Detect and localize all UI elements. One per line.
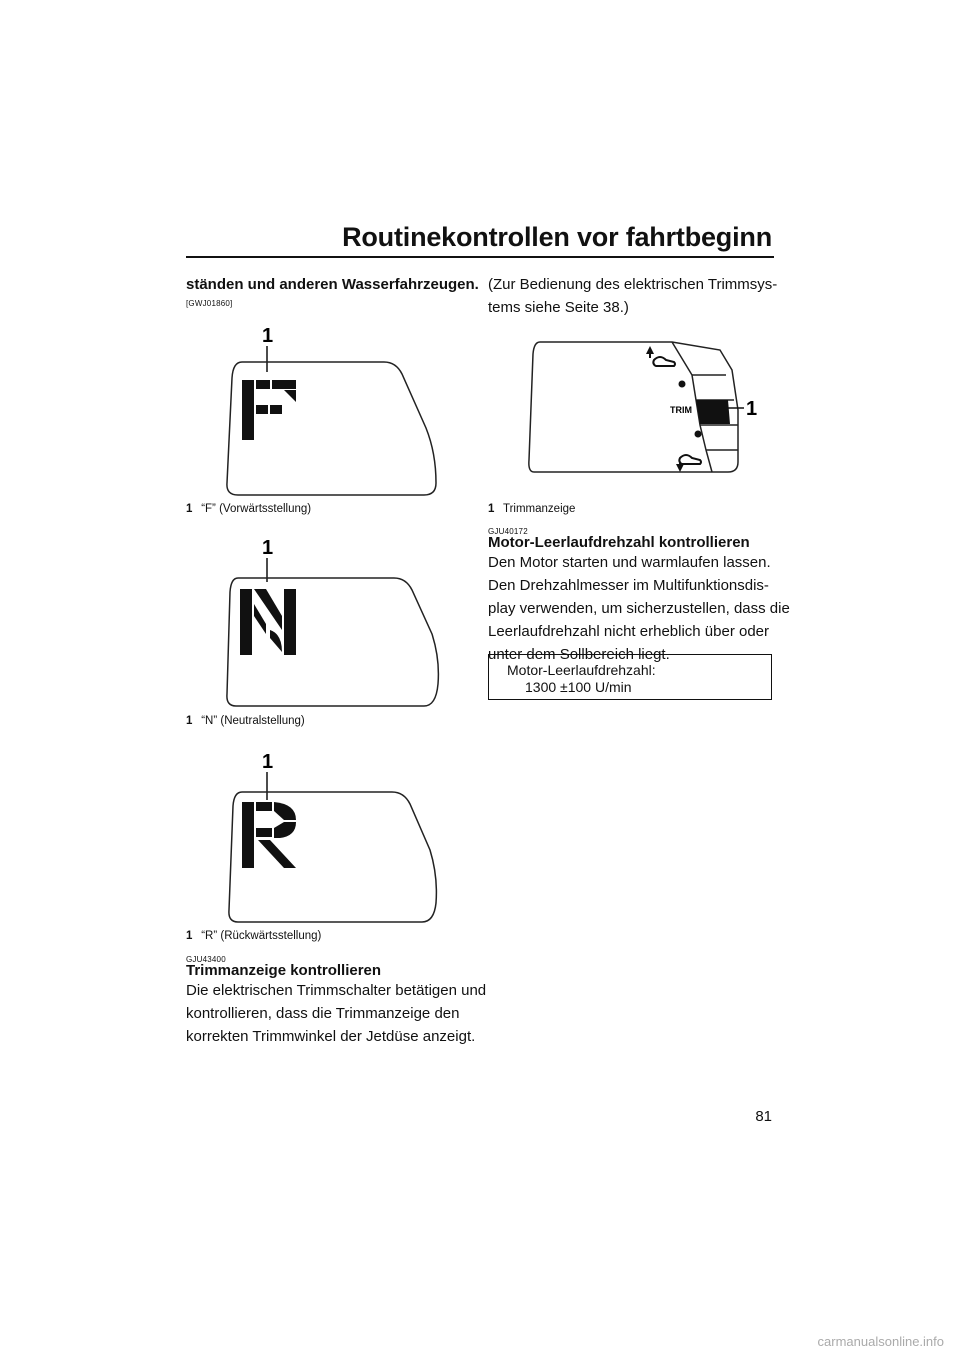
figure-trim-indicator — [520, 330, 770, 480]
trim-intro-text: (Zur Bedienung des elektrischen Trimmsys- tems siehe Seite 38.) — [488, 276, 778, 316]
warning-code: [GWJ01860] — [186, 299, 233, 308]
spec-value: 1300 ±100 U/min — [525, 679, 632, 695]
n-glyph — [240, 589, 296, 655]
figure-reverse-display — [186, 748, 446, 932]
lead-text: ständen und anderen Wasserfahrzeugen. — [186, 276, 479, 293]
trim-label: TRIM — [670, 405, 692, 415]
figure-r-caption: 1 “R” (Rückwärtsstellung) — [186, 930, 322, 942]
trim-callout: 1 — [746, 398, 758, 420]
idle-speed-spec-box — [488, 654, 772, 700]
r-glyph — [242, 802, 296, 868]
trim-section-body: Die elektrischen Trimmschalter betätigen und kontrollieren, dass die Trimmanzeige den korrekten Trimmwinkel der Jetdüse anzeigt. — [186, 982, 487, 1045]
figure-n-callout: 1 — [262, 537, 274, 559]
trim-up-icon — [646, 346, 675, 366]
idle-section-body: Den Motor starten und warmlaufen lassen. Den Drehzahlmesser im Multifunktionsdis- play verwenden, um sicherzustellen, dass die Leerlaufdrehzahl nicht erheblich über oder unter dem Sollbereich liegt. — [488, 554, 790, 663]
trim-down-icon — [676, 455, 701, 472]
figure-f-caption: 1 “F” (Vorwärtsstellung) — [186, 503, 312, 515]
figure-r-callout: 1 — [262, 751, 274, 773]
figure-n-caption: 1 “N” (Neutralstellung) — [186, 715, 305, 727]
spec-label: Motor-Leerlaufdrehzahl: — [507, 662, 656, 678]
idle-section-code: GJU40172 — [488, 527, 528, 536]
trim-section-title: Trimmanzeige kontrollieren — [186, 962, 382, 979]
figure-f-callout: 1 — [262, 325, 274, 347]
idle-section-title: Motor-Leerlaufdrehzahl kontrollieren — [488, 534, 750, 551]
watermark: carmanualsonline.info — [817, 1334, 944, 1349]
page-title: Routinekontrollen vor fahrtbeginn — [342, 222, 772, 252]
header-rule — [186, 256, 774, 258]
figure-neutral-display — [186, 534, 446, 714]
trim-dot-lower — [695, 431, 702, 438]
f-glyph — [242, 380, 296, 440]
figure-forward-display — [186, 318, 446, 502]
trim-figure-caption: 1 Trimmanzeige — [488, 503, 576, 515]
page-number: 81 — [755, 1108, 772, 1125]
trim-section-code: GJU43400 — [186, 955, 226, 964]
trim-dot-upper — [679, 381, 686, 388]
